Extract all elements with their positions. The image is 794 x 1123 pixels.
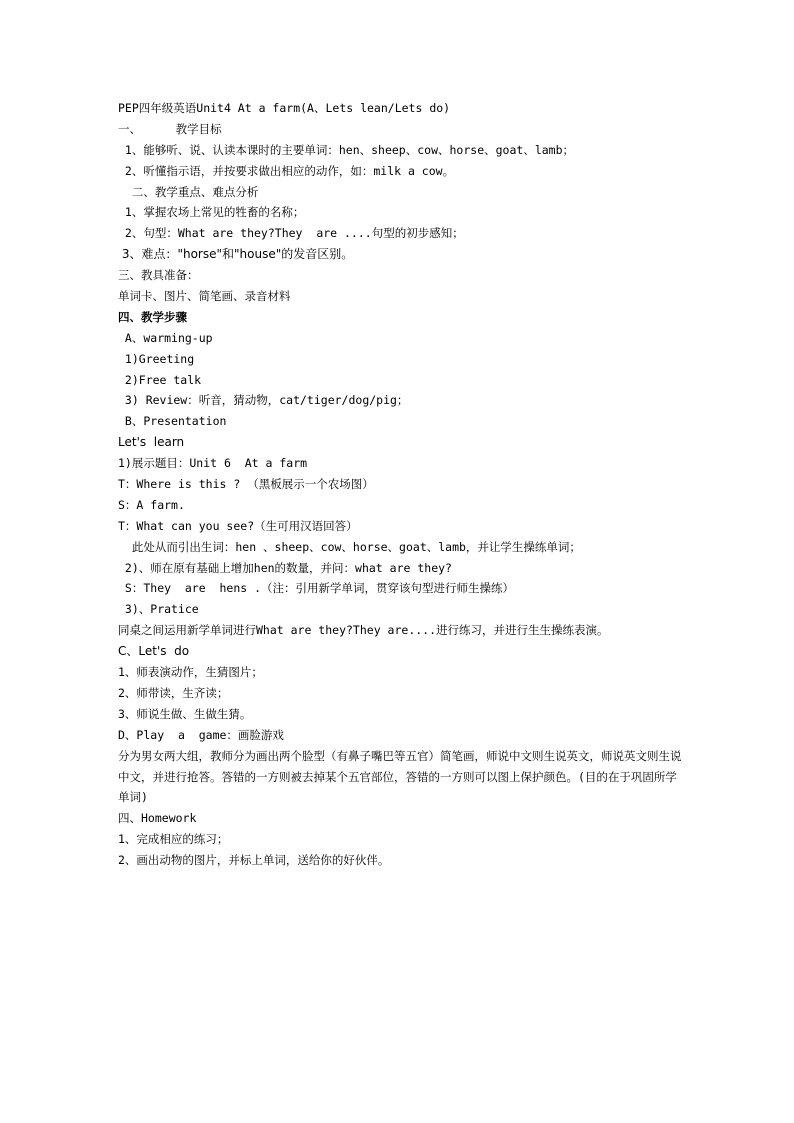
key-point-item-1: 1、掌握农场上常见的牲畜的名称； <box>118 205 305 220</box>
presentation-step-2: 2)、师在原有基础上增加hen的数量，并问：what are they? <box>118 560 452 575</box>
game-heading: D、Play a game：画脸游戏 <box>118 727 284 742</box>
dialogue-teacher-1: T：Where is this ? （黑板展示一个农场图） <box>118 477 374 492</box>
practice-heading: 3)、Pratice <box>118 602 199 617</box>
key-point-item-2: 2、句型：What are they?They are ....句型的初步感知； <box>118 226 464 241</box>
key-point-item-3: 3、难点："horse"和"house"的发音区别。 <box>118 247 354 262</box>
lets-do-item-2: 2、师带读，生齐读； <box>118 685 229 700</box>
presentation-topic: 1)展示题目：Unit 6 At a farm <box>118 456 308 471</box>
dialogue-student-1: S：A farm. <box>118 497 185 512</box>
section-heading-objectives: 一、 教学目标 <box>118 121 222 136</box>
new-words-note: 此处从而引出生词：hen 、sheep、cow、horse、goat、lamb，并让学生操练单词； <box>118 539 581 554</box>
objective-item-1: 1、能够听、说、认读本课时的主要单词：hen、sheep、cow、horse、goat、lamb； <box>118 142 575 157</box>
document-title: PEP四年级英语Unit4 At a farm(A、Lets lean/Lets do) <box>118 101 451 115</box>
dialogue-student-2: S：They are hens .（注：引用新学单词，贯穿该句型进行师生操练） <box>118 581 515 596</box>
step-greeting: 1)Greeting <box>118 351 195 366</box>
homework-item-1: 1、完成相应的练习； <box>118 832 229 847</box>
dialogue-teacher-2: T：What can you see?（生可用汉语回答） <box>118 518 358 533</box>
game-description: 分为男女两大组，教师分为画出两个脸型（有鼻子嘴巴等五官）简笔画，师说中文则生说英文，师说英文则生说中文，并进行抢答。答错的一方则被去掉某个五官部位，答错的一方则可以图上保护颜色。(目的在于巩固所学单词) <box>118 748 682 805</box>
document-page <box>118 98 688 871</box>
step-warming-up: A、warming-up <box>118 330 213 345</box>
lets-do-item-1: 1、师表演动作，生猜图片； <box>118 665 263 680</box>
step-review: 3) Review：听音，猜动物，cat/tiger/dog/pig； <box>118 393 409 408</box>
homework-item-2: 2、画出动物的图片，并标上单词，送给你的好伙伴。 <box>118 853 390 868</box>
section-heading-homework: 四、Homework <box>118 811 197 826</box>
section-heading-key-points: 二、教学重点、难点分析 <box>118 184 259 199</box>
materials-list: 单词卡、图片、简笔画、录音材料 <box>118 289 291 304</box>
subheading-lets-learn: Let's learn <box>118 435 185 450</box>
subheading-lets-do: C、Let's do <box>118 644 190 659</box>
practice-description: 同桌之间运用新学单词进行What are they?They are....进行练习，并进行生生操练表演。 <box>118 623 609 638</box>
step-presentation: B、Presentation <box>118 414 227 429</box>
section-heading-materials: 三、教具准备： <box>118 268 199 283</box>
lets-do-item-3: 3、师说生做、生做生猜。 <box>118 706 252 721</box>
section-heading-steps: 四、教学步骤 <box>118 309 187 324</box>
step-free-talk: 2)Free talk <box>118 372 202 387</box>
objective-item-2: 2、听懂指示语，并按要求做出相应的动作，如：milk a cow。 <box>118 163 455 178</box>
